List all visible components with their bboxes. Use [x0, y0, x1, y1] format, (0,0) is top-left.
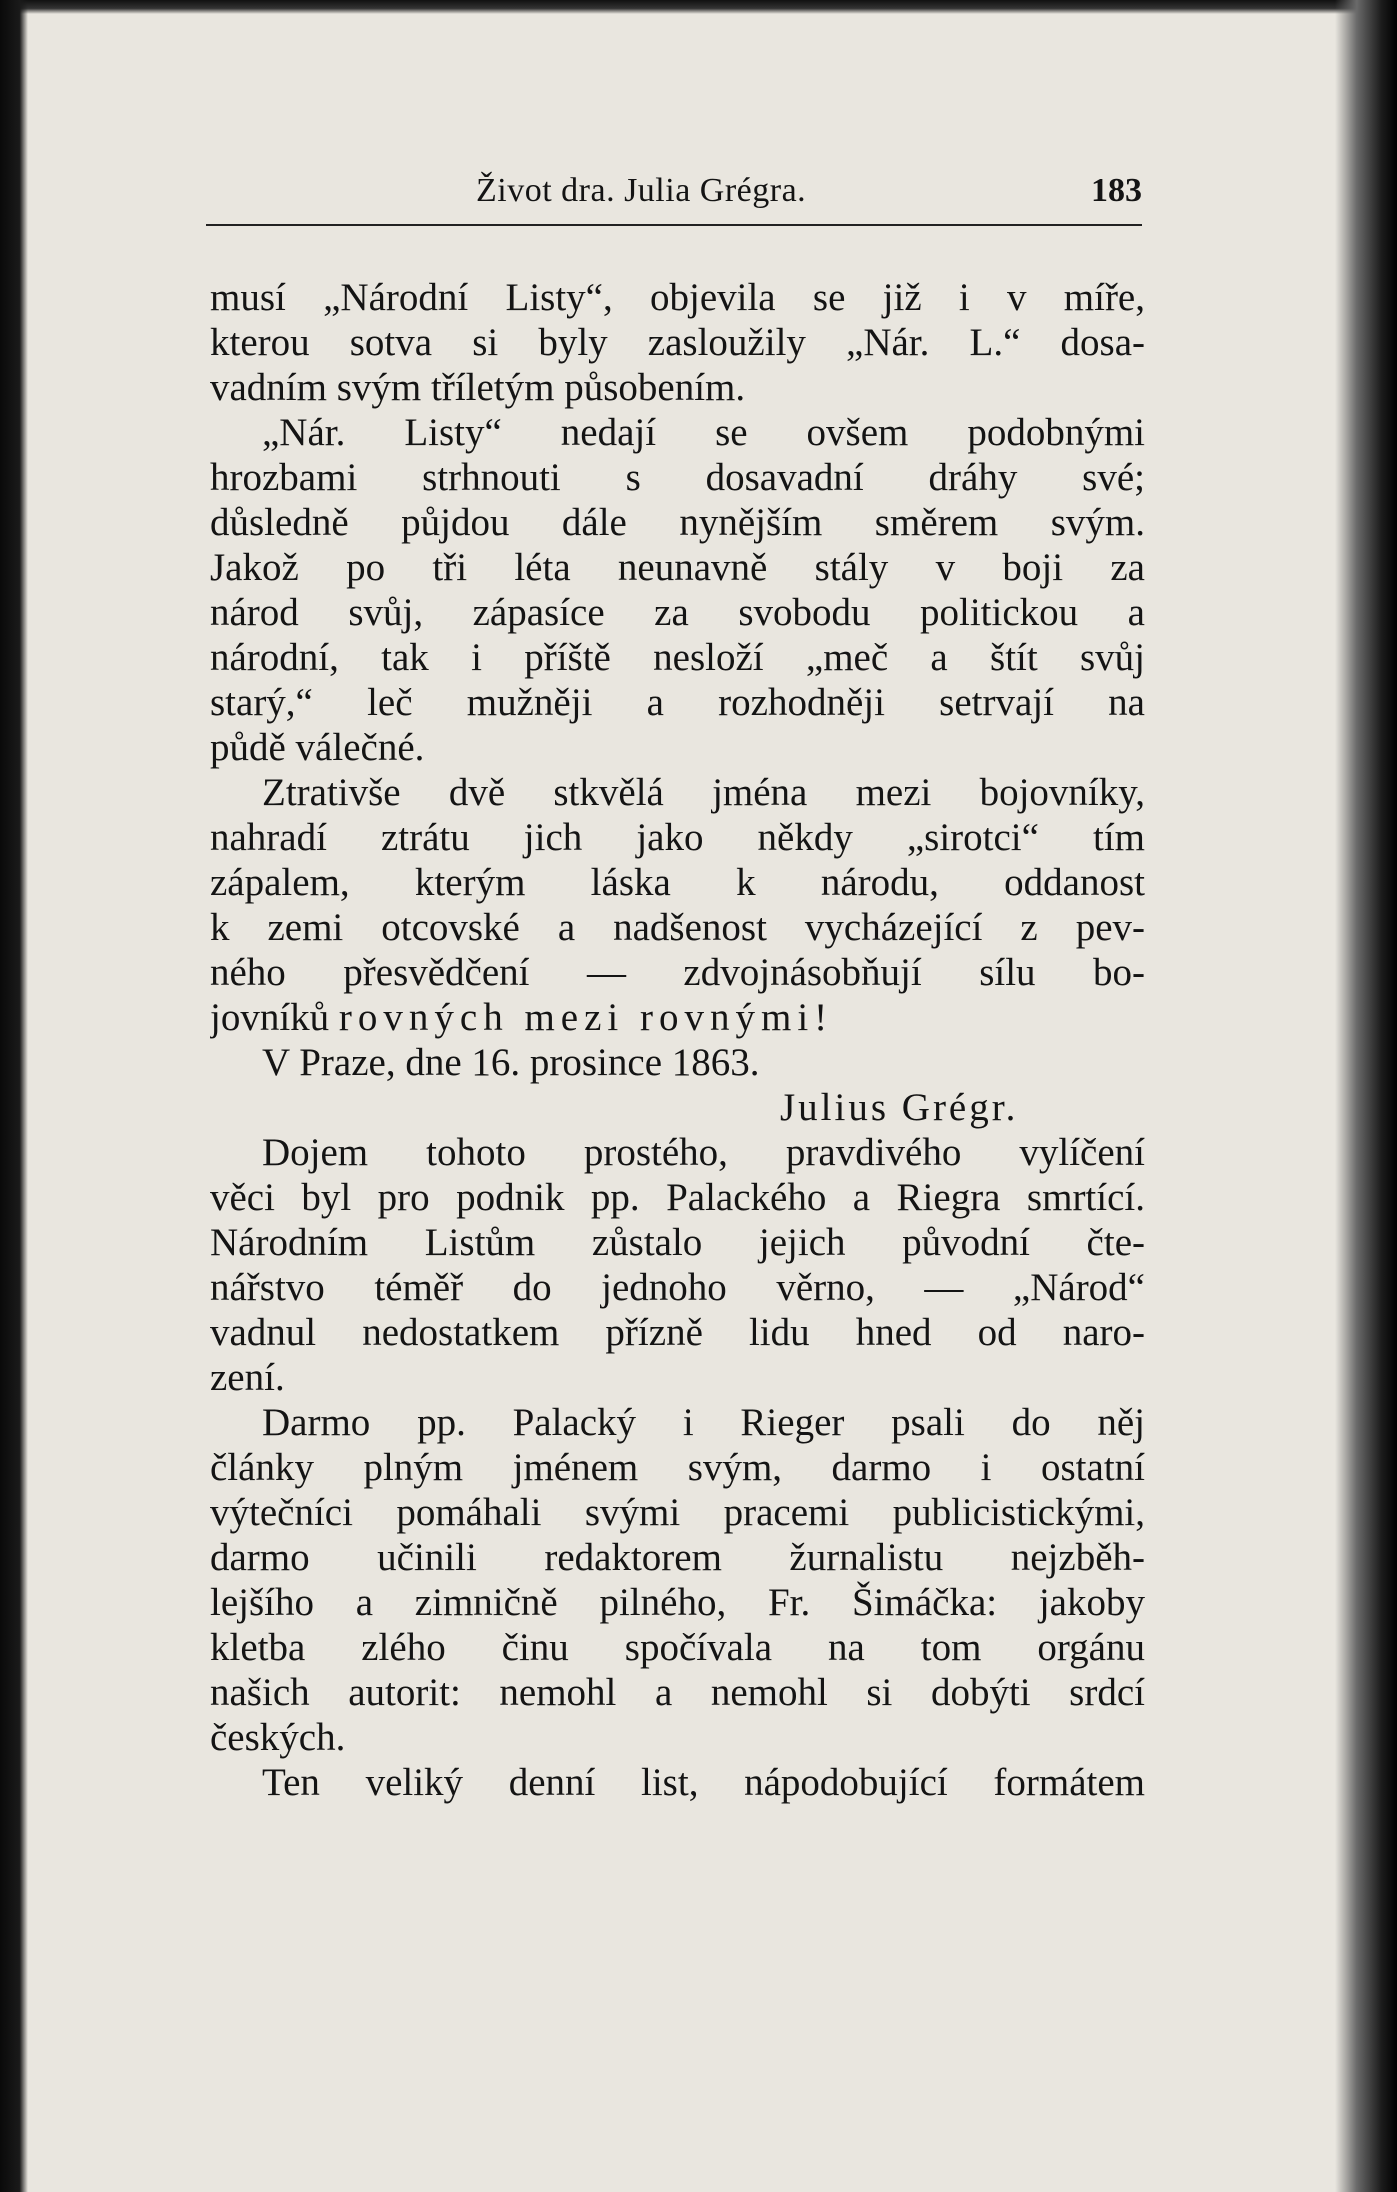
text-line: „Nár. Listy“ nedají se ovšem podobnými	[262, 411, 1145, 454]
text-line: hrozbami strhnouti s dosavadní dráhy své;	[210, 456, 1145, 499]
text-line: Ten veliký denní list, nápodobující formátem	[262, 1761, 1145, 1804]
text-line: nářstvo téměř do jednoho věrno, — „Národ“	[210, 1266, 1145, 1309]
text-line: Darmo pp. Palacký i Rieger psali do něj	[262, 1401, 1145, 1444]
running-header	[206, 172, 1142, 218]
dateline: V Praze, dne 16. prosince 1863.	[262, 1041, 760, 1084]
text-line: národní, tak i příště nesloží „meč a štít svůj	[210, 636, 1145, 679]
text-line: zení.	[210, 1356, 285, 1399]
text-line: nahradí ztrátu jich jako někdy „sirotci“ tím	[210, 816, 1145, 859]
text-segment: jovníků	[210, 996, 330, 1039]
text-line: kletba zlého činu spočívala na tom orgánu	[210, 1626, 1145, 1669]
text-line: starý,“ leč mužněji a rozhodněji setrvají na	[210, 681, 1145, 724]
text-line: výtečníci pomáhali svými pracemi publicistickými,	[210, 1491, 1145, 1534]
page-number: 183	[1091, 172, 1142, 209]
text-line: věci byl pro podnik pp. Palackého a Riegra smrtící.	[210, 1176, 1145, 1219]
text-line: vadnul nedostatkem přízně lidu hned od naro-	[210, 1311, 1145, 1354]
text-line: darmo učinili redaktorem žurnalistu nejzběh-	[210, 1536, 1145, 1579]
page-left-binding-edge	[0, 0, 28, 2192]
text-line: našich autorit: nemohl a nemohl si dobýti srdcí	[210, 1671, 1145, 1714]
text-line: Jakož po tři léta neunavně stály v boji za	[210, 546, 1145, 589]
text-line: kterou sotva si byly zasloužily „Nár. L.“ dosa-	[210, 321, 1145, 364]
running-title: Život dra. Julia Grégra.	[476, 172, 807, 209]
text-line: Dojem tohoto prostého, pravdivého vylíčení	[262, 1131, 1145, 1174]
page-top-shadow	[0, 0, 1397, 14]
text-line	[210, 995, 1145, 1040]
text-line: českých.	[210, 1716, 346, 1759]
text-line: důsledně půjdou dále nynějším směrem svým.	[210, 501, 1145, 544]
text-line: půdě válečné.	[210, 726, 425, 769]
page-right-edge	[1335, 0, 1397, 2192]
text-line: zápalem, kterým láska k národu, oddanost	[210, 861, 1145, 904]
text-line: k zemi otcovské a nadšenost vycházející z pev-	[210, 906, 1145, 949]
text-line: Národním Listům zůstalo jejich původní čte-	[210, 1221, 1145, 1264]
text-line: musí „Národní Listy“, objevila se již i v míře,	[210, 276, 1145, 319]
body-text	[210, 275, 1145, 1805]
text-line: lejšího a zimničně pilného, Fr. Šimáčka: jakoby	[210, 1581, 1145, 1624]
emphasis-spaced-text: rovných mezi rovnými!	[338, 996, 834, 1039]
text-line: Ztrativše dvě stkvělá jména mezi bojovníky,	[262, 771, 1145, 814]
text-line: ného přesvědčení — zdvojnásobňují sílu bo-	[210, 951, 1145, 994]
text-line: národ svůj, zápasíce za svobodu politickou a	[210, 591, 1145, 634]
text-line: články plným jménem svým, darmo i ostatní	[210, 1446, 1145, 1489]
header-rule	[206, 224, 1142, 226]
text-line: vadním svým tříletým působením.	[210, 366, 746, 409]
signature: Julius Grégr.	[780, 1086, 1019, 1129]
